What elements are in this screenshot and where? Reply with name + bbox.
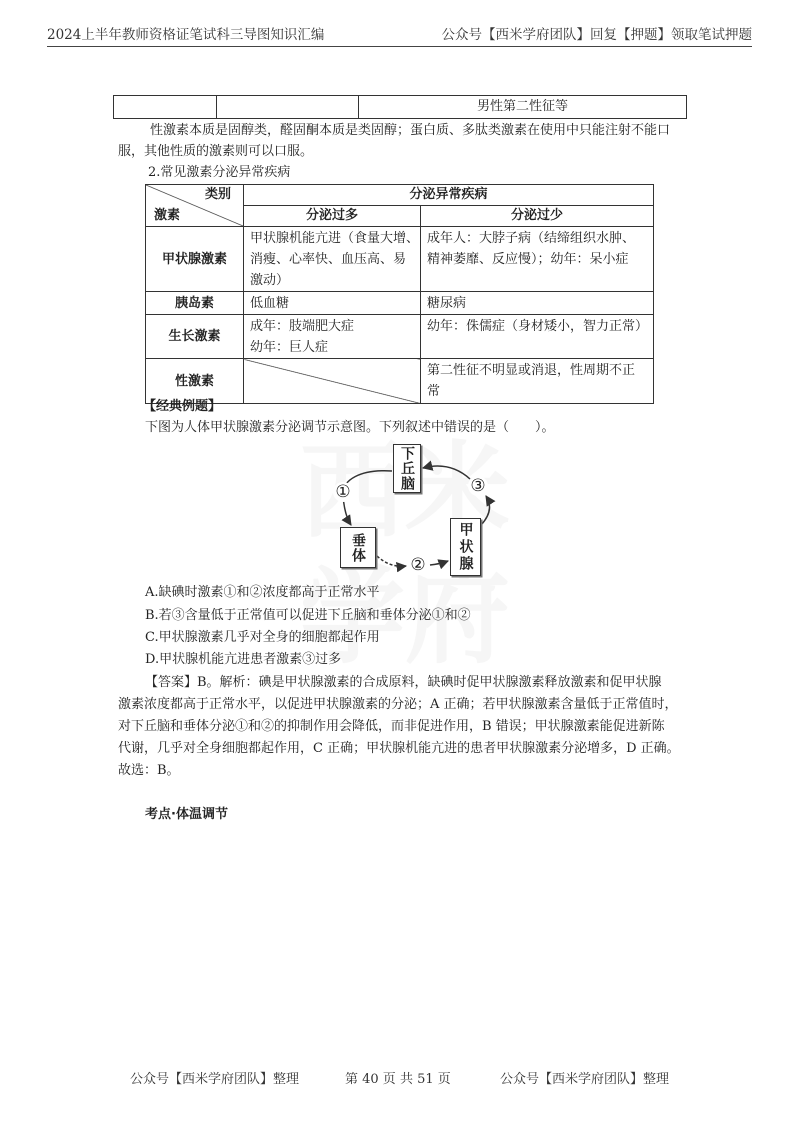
deficiency-cell <box>421 292 654 315</box>
arrow-pituitary-to-label-2 <box>377 556 406 566</box>
cell-line: 成年：肢端肥大症 <box>250 319 355 334</box>
table-cell: 男性第二性征等 <box>476 99 568 114</box>
column-header-deficiency: 分泌过少 <box>421 206 654 227</box>
hormone-disease-table <box>145 184 654 404</box>
option-b: B.若③含量低于正常值可以促进下丘脑和垂体分泌①和② <box>145 608 471 623</box>
answer-line: 故选：B。 <box>118 763 180 778</box>
answer-line: 对下丘脑和垂体分泌①和②的抑制作用会降低，而非促进作用，B 错误；甲状腺激素能促进新陈 <box>118 719 665 734</box>
cell-line: 幼年：巨人症 <box>250 340 329 355</box>
cell-line: 糖尿病 <box>427 296 467 311</box>
hormone-name: 胰岛素 <box>146 292 244 315</box>
arrow-thyroid-to-label-3 <box>481 496 490 525</box>
footer-right: 公众号【西米学府团队】整理 <box>500 1072 670 1087</box>
option-d: D.甲状腺机能亢进患者激素③过多 <box>145 652 342 667</box>
header-title: 2024上半年教师资格证笔试科三导图知识汇编 <box>47 27 325 43</box>
table-row <box>146 227 654 292</box>
table-header-row <box>146 185 654 206</box>
deficiency-cell <box>421 315 654 359</box>
corner-diagonal <box>146 185 243 226</box>
footer-left: 公众号【西米学府团队】整理 <box>130 1072 300 1087</box>
hormone-label-2: ② <box>408 555 428 575</box>
cell-line: 激动） <box>250 273 290 288</box>
table-cell <box>217 96 359 118</box>
cell-line: 第二性征不明显或消退，性周期不正 <box>427 363 636 378</box>
hormone-label-1: ① <box>333 482 353 502</box>
hormone-name: 生长激素 <box>146 315 244 359</box>
hypothalamus-label: 下丘脑 <box>399 446 415 491</box>
arrow-label-3-to-hypothalamus <box>423 466 470 479</box>
hormone-label-3: ③ <box>468 476 488 496</box>
header-divider <box>47 46 752 47</box>
table-cell <box>114 96 217 118</box>
thyroid-regulation-diagram <box>320 435 520 585</box>
thyroid-label: 甲状腺 <box>457 521 474 573</box>
hypothalamus-box <box>393 444 421 493</box>
cell-line: 消瘦、心率快、血压高、易 <box>250 252 407 267</box>
hormone-name: 甲状腺激素 <box>146 227 244 292</box>
group-header: 分泌异常疾病 <box>244 185 654 206</box>
corner-hormone-label: 激素 <box>154 208 181 223</box>
example-title: 【经典例题】 <box>143 399 222 414</box>
pituitary-label: 垂体 <box>350 532 366 563</box>
header-promo: 公众号【西米学府团队】回复【押题】领取笔试押题 <box>441 27 752 43</box>
excess-cell <box>244 227 421 292</box>
corner-category-label: 类别 <box>204 187 231 202</box>
note-line: 性激素本质是固醇类，醛固酮本质是类固醇；蛋白质、多肽类激素在使用中只能注射不能口 <box>150 123 671 138</box>
table-corner-cell <box>146 185 244 227</box>
cell-line: 幼年：侏儒症（身材矮小，智力正常） <box>427 319 649 334</box>
hormone-name: 性激素 <box>146 359 244 404</box>
excess-cell <box>244 315 421 359</box>
section-heading: 2.常见激素分泌异常疾病 <box>148 165 291 180</box>
column-header-excess: 分泌过多 <box>244 206 421 227</box>
arrow-label-2-to-thyroid <box>430 561 448 565</box>
option-c: C.甲状腺激素几乎对全身的细胞都起作用 <box>145 630 380 645</box>
cell-line: 精神萎靡、反应慢）；幼年：呆小症 <box>427 252 629 267</box>
note-line: 服，其他性质的激素则可以口服。 <box>118 144 314 159</box>
question-text: 下图为人体甲状腺激素分泌调节示意图。下列叙述中错误的是（ ）。 <box>145 420 555 435</box>
table-row <box>146 359 654 404</box>
empty-diagonal-cell <box>244 359 421 404</box>
thyroid-box <box>450 518 481 576</box>
answer-line: 代谢，几乎对全身细胞都起作用，C 正确；甲状腺机能亢进的患者甲状腺激素分泌增多，D 正确。 <box>118 741 680 756</box>
option-a: A.缺碘时激素①和②浓度都高于正常水平 <box>145 585 380 600</box>
cell-line: 低血糖 <box>250 296 290 311</box>
deficiency-cell <box>421 359 654 404</box>
deficiency-cell <box>421 227 654 292</box>
table-row <box>146 315 654 359</box>
answer-line: 【答案】B。解析：碘是甲状腺激素的合成原料，缺碘时促甲状腺激素释放激素和促甲状腺 <box>145 675 662 690</box>
cell-line: 常 <box>427 384 441 399</box>
continued-table-row <box>113 95 687 119</box>
excess-cell <box>244 292 421 315</box>
pituitary-box <box>340 527 376 568</box>
cell-line: 成年人：大脖子病（结缔组织水肿、 <box>427 231 636 246</box>
cell-line: 甲状腺机能亢进（食量大增、 <box>250 231 420 246</box>
page-number: 第 40 页 共 51 页 <box>345 1072 451 1087</box>
next-topic-heading: 考点·体温调节 <box>145 807 228 822</box>
answer-line: 激素浓度都高于正常水平，以促进甲状腺激素的分泌；A 正确；若甲状腺激素含量低于正常值时， <box>118 697 678 712</box>
table-row <box>146 292 654 315</box>
